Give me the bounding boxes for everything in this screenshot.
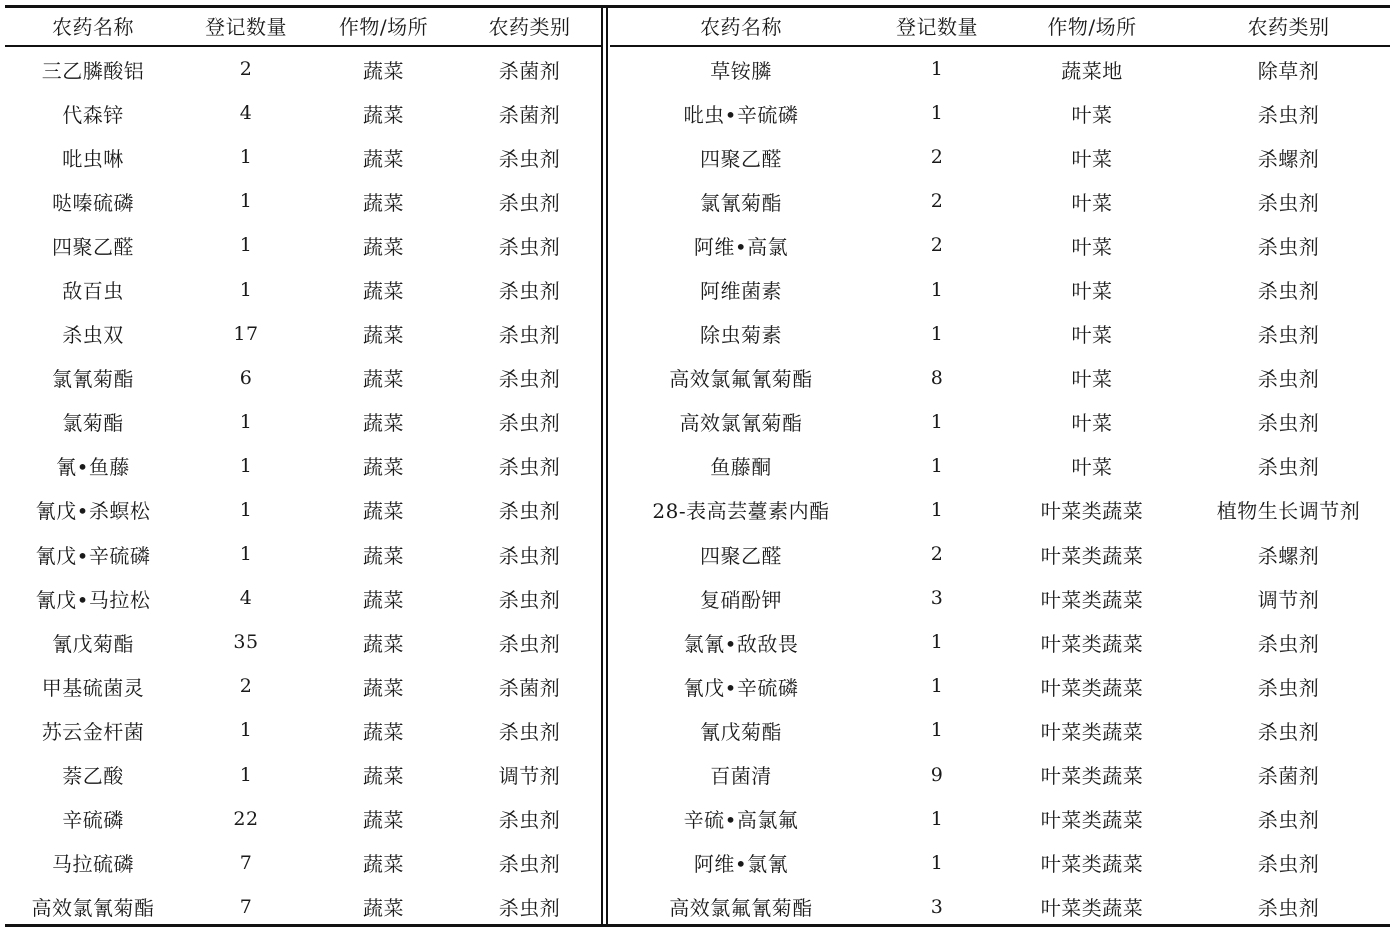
crop-site-cell: 蔬菜 bbox=[363, 279, 404, 304]
crop-site-cell: 叶菜 bbox=[1071, 146, 1113, 171]
header-category: 农药类别 bbox=[1247, 14, 1330, 39]
table-row bbox=[5, 532, 603, 576]
crop-site-cell: 叶菜类蔬菜 bbox=[1040, 719, 1144, 744]
crop-site-cell: 蔬菜 bbox=[363, 367, 404, 392]
crop-site-cell: 蔬菜 bbox=[363, 58, 404, 83]
table-row bbox=[610, 797, 1395, 841]
pesticide-category-cell: 杀菌剂 bbox=[1257, 764, 1320, 789]
pesticide-name-cell: 28-表高芸薹素内酯 bbox=[652, 499, 830, 524]
pesticide-name-cell: 阿维菌素 bbox=[700, 279, 782, 304]
pesticide-name-cell: 吡虫啉 bbox=[62, 146, 124, 171]
left-header-row bbox=[5, 5, 603, 45]
pesticide-name-cell: 氰戊•杀螟松 bbox=[35, 499, 151, 524]
pesticide-category-cell: 杀虫剂 bbox=[1257, 102, 1320, 127]
crop-site-cell: 蔬菜 bbox=[363, 719, 404, 744]
pesticide-category-cell: 杀虫剂 bbox=[498, 323, 561, 348]
pesticide-category-cell: 杀虫剂 bbox=[1257, 411, 1320, 436]
registration-count-cell: 3 bbox=[930, 895, 944, 918]
pesticide-name-cell: 除虫菊素 bbox=[700, 323, 782, 348]
pesticide-category-cell: 杀虫剂 bbox=[498, 631, 561, 656]
pesticide-name-cell: 辛硫磷 bbox=[62, 808, 124, 833]
registration-count-cell: 2 bbox=[930, 146, 944, 169]
registration-count-cell: 1 bbox=[930, 719, 944, 742]
registration-count-cell: 1 bbox=[239, 190, 253, 213]
registration-count-cell: 4 bbox=[239, 102, 253, 125]
crop-site-cell: 叶菜 bbox=[1071, 234, 1113, 259]
pesticide-name-cell: 草铵膦 bbox=[710, 58, 772, 83]
pesticide-name-cell: 四聚乙醛 bbox=[52, 234, 134, 259]
registration-count-cell: 1 bbox=[930, 102, 944, 125]
pesticide-category-cell: 杀虫剂 bbox=[498, 852, 561, 877]
pesticide-category-cell: 杀虫剂 bbox=[498, 808, 561, 833]
crop-site-cell: 叶菜类蔬菜 bbox=[1040, 631, 1144, 656]
pesticide-name-cell: 氯菊酯 bbox=[62, 411, 124, 436]
table-row bbox=[610, 47, 1395, 91]
left-table-body bbox=[5, 47, 603, 929]
registration-count-cell: 1 bbox=[930, 58, 944, 81]
registration-count-cell: 1 bbox=[930, 278, 944, 301]
table-row bbox=[5, 797, 603, 841]
registration-count-cell: 7 bbox=[239, 851, 253, 874]
registration-count-cell: 9 bbox=[930, 763, 944, 786]
table-row bbox=[610, 444, 1395, 488]
pesticide-name-cell: 四聚乙醛 bbox=[700, 146, 782, 171]
pesticide-name-cell: 氰•鱼藤 bbox=[56, 455, 130, 480]
registration-count-cell: 1 bbox=[930, 631, 944, 654]
crop-site-cell: 叶菜 bbox=[1071, 102, 1113, 127]
table-row bbox=[5, 885, 603, 929]
pesticide-name-cell: 氰戊•马拉松 bbox=[35, 587, 151, 612]
pesticide-name-cell: 哒嗪硫磷 bbox=[52, 190, 134, 215]
crop-site-cell: 蔬菜 bbox=[363, 764, 404, 789]
header-count: 登记数量 bbox=[896, 14, 978, 39]
center-divider-line bbox=[606, 5, 608, 927]
pesticide-category-cell: 杀菌剂 bbox=[498, 675, 561, 700]
pesticide-category-cell: 杀虫剂 bbox=[498, 455, 561, 480]
pesticide-category-cell: 杀菌剂 bbox=[498, 102, 561, 127]
registration-count-cell: 1 bbox=[239, 234, 253, 257]
crop-site-cell: 蔬菜 bbox=[363, 411, 404, 436]
pesticide-name-cell: 代森锌 bbox=[62, 102, 124, 127]
crop-site-cell: 叶菜 bbox=[1071, 367, 1113, 392]
pesticide-category-cell: 杀虫剂 bbox=[498, 499, 561, 524]
header-name: 农药名称 bbox=[52, 14, 134, 39]
crop-site-cell: 叶菜类蔬菜 bbox=[1040, 587, 1144, 612]
pesticide-category-cell: 调节剂 bbox=[1257, 587, 1320, 612]
pesticide-name-cell: 杀虫双 bbox=[62, 323, 124, 348]
table-row bbox=[610, 620, 1395, 664]
table-row bbox=[610, 135, 1395, 179]
pesticide-category-cell: 杀虫剂 bbox=[1257, 455, 1320, 480]
table-row bbox=[5, 312, 603, 356]
registration-count-cell: 3 bbox=[930, 587, 944, 610]
pesticide-category-cell: 杀虫剂 bbox=[1257, 808, 1320, 833]
pesticide-category-cell: 杀虫剂 bbox=[498, 279, 561, 304]
registration-count-cell: 2 bbox=[930, 234, 944, 257]
header-crop: 作物/场所 bbox=[338, 14, 429, 39]
right-table bbox=[610, 5, 1395, 929]
table-row bbox=[610, 708, 1395, 752]
pesticide-category-cell: 杀虫剂 bbox=[1257, 631, 1320, 656]
pesticide-name-cell: 高效氯氟氰菊酯 bbox=[669, 896, 813, 921]
pesticide-name-cell: 甲基硫菌灵 bbox=[41, 675, 145, 700]
crop-site-cell: 蔬菜 bbox=[363, 808, 404, 833]
pesticide-category-cell: 杀虫剂 bbox=[1257, 323, 1320, 348]
header-count: 登记数量 bbox=[205, 14, 287, 39]
registration-count-cell: 1 bbox=[930, 410, 944, 433]
crop-site-cell: 蔬菜地 bbox=[1061, 58, 1123, 83]
pesticide-category-cell: 杀虫剂 bbox=[498, 543, 561, 568]
table-row bbox=[5, 47, 603, 91]
crop-site-cell: 蔬菜 bbox=[363, 146, 404, 171]
registration-count-cell: 1 bbox=[239, 278, 253, 301]
table-row bbox=[5, 135, 603, 179]
registration-count-cell: 1 bbox=[239, 146, 253, 169]
registration-count-cell: 1 bbox=[239, 763, 253, 786]
registration-count-cell: 35 bbox=[233, 631, 259, 654]
registration-count-cell: 1 bbox=[239, 543, 253, 566]
pesticide-category-cell: 杀虫剂 bbox=[1257, 234, 1320, 259]
registration-count-cell: 1 bbox=[930, 675, 944, 698]
right-table-body bbox=[610, 47, 1395, 929]
pesticide-category-cell: 除草剂 bbox=[1257, 58, 1320, 83]
registration-count-cell: 2 bbox=[239, 58, 253, 81]
table-row bbox=[610, 885, 1395, 929]
registration-count-cell: 1 bbox=[239, 454, 253, 477]
pesticide-name-cell: 阿维•氯氰 bbox=[693, 852, 789, 877]
crop-site-cell: 蔬菜 bbox=[363, 675, 404, 700]
table-row bbox=[5, 91, 603, 135]
table-row bbox=[610, 356, 1395, 400]
registration-count-cell: 22 bbox=[233, 807, 259, 830]
registration-count-cell: 6 bbox=[239, 366, 253, 389]
pesticide-category-cell: 杀虫剂 bbox=[498, 411, 561, 436]
table-row bbox=[5, 179, 603, 223]
table-row bbox=[610, 400, 1395, 444]
registration-count-cell: 1 bbox=[930, 851, 944, 874]
pesticide-category-cell: 杀虫剂 bbox=[498, 367, 561, 392]
crop-site-cell: 叶菜 bbox=[1071, 279, 1113, 304]
table-row bbox=[610, 532, 1395, 576]
pesticide-category-cell: 杀螺剂 bbox=[1257, 543, 1320, 568]
pesticide-name-cell: 吡虫•辛硫磷 bbox=[683, 102, 799, 127]
table-row bbox=[610, 576, 1395, 620]
table-row bbox=[610, 664, 1395, 708]
pesticide-name-cell: 氰戊•辛硫磷 bbox=[35, 543, 151, 568]
pesticide-name-cell: 百菌清 bbox=[710, 764, 772, 789]
pesticide-category-cell: 杀虫剂 bbox=[498, 896, 561, 921]
header-category: 农药类别 bbox=[488, 14, 571, 39]
registration-count-cell: 7 bbox=[239, 895, 253, 918]
crop-site-cell: 叶菜类蔬菜 bbox=[1040, 852, 1144, 877]
crop-site-cell: 蔬菜 bbox=[363, 499, 404, 524]
registration-count-cell: 4 bbox=[239, 587, 253, 610]
crop-site-cell: 叶菜 bbox=[1071, 411, 1113, 436]
crop-site-cell: 叶菜 bbox=[1071, 190, 1113, 215]
table-row bbox=[610, 179, 1395, 223]
table-row bbox=[610, 753, 1395, 797]
pesticide-name-cell: 氯氰菊酯 bbox=[52, 367, 134, 392]
pesticide-category-cell: 杀菌剂 bbox=[498, 58, 561, 83]
registration-count-cell: 1 bbox=[239, 410, 253, 433]
crop-site-cell: 蔬菜 bbox=[363, 455, 404, 480]
pesticide-name-cell: 三乙膦酸铝 bbox=[41, 58, 145, 83]
crop-site-cell: 叶菜类蔬菜 bbox=[1040, 499, 1144, 524]
right-header-row bbox=[610, 5, 1395, 45]
pesticide-name-cell: 高效氯氟氰菊酯 bbox=[669, 367, 813, 392]
crop-site-cell: 叶菜 bbox=[1071, 455, 1113, 480]
pesticide-category-cell: 杀螺剂 bbox=[1257, 146, 1320, 171]
header-name: 农药名称 bbox=[700, 14, 782, 39]
pesticide-name-cell: 敌百虫 bbox=[62, 279, 124, 304]
table-row bbox=[610, 223, 1395, 267]
table-row bbox=[5, 708, 603, 752]
crop-site-cell: 叶菜类蔬菜 bbox=[1040, 675, 1144, 700]
table-row bbox=[5, 753, 603, 797]
table-row bbox=[610, 841, 1395, 885]
left-table bbox=[5, 5, 603, 929]
pesticide-category-cell: 杀虫剂 bbox=[1257, 190, 1320, 215]
registration-count-cell: 1 bbox=[930, 498, 944, 521]
pesticide-name-cell: 萘乙酸 bbox=[62, 764, 124, 789]
registration-count-cell: 1 bbox=[930, 454, 944, 477]
table-row bbox=[5, 267, 603, 311]
pesticide-name-cell: 氰戊菊酯 bbox=[700, 719, 782, 744]
pesticide-name-cell: 氰戊•辛硫磷 bbox=[683, 675, 799, 700]
crop-site-cell: 叶菜类蔬菜 bbox=[1040, 543, 1144, 568]
crop-site-cell: 蔬菜 bbox=[363, 323, 404, 348]
table-row bbox=[610, 312, 1395, 356]
pesticide-category-cell: 杀虫剂 bbox=[1257, 719, 1320, 744]
registration-count-cell: 1 bbox=[239, 498, 253, 521]
registration-count-cell: 1 bbox=[239, 719, 253, 742]
table-row bbox=[5, 488, 603, 532]
pesticide-name-cell: 辛硫•高氯氟 bbox=[683, 808, 799, 833]
table-row bbox=[610, 267, 1395, 311]
pesticide-category-cell: 杀虫剂 bbox=[498, 146, 561, 171]
registration-count-cell: 2 bbox=[930, 543, 944, 566]
table-row bbox=[610, 91, 1395, 135]
crop-site-cell: 叶菜 bbox=[1071, 323, 1113, 348]
crop-site-cell: 蔬菜 bbox=[363, 631, 404, 656]
pesticide-name-cell: 氯氰菊酯 bbox=[700, 190, 782, 215]
crop-site-cell: 蔬菜 bbox=[363, 587, 404, 612]
pesticide-category-cell: 杀虫剂 bbox=[1257, 279, 1320, 304]
pesticide-category-cell: 杀虫剂 bbox=[1257, 852, 1320, 877]
registration-count-cell: 1 bbox=[930, 807, 944, 830]
pesticide-name-cell: 马拉硫磷 bbox=[52, 852, 134, 877]
table-row bbox=[5, 400, 603, 444]
pesticide-name-cell: 四聚乙醛 bbox=[700, 543, 782, 568]
pesticide-category-cell: 杀虫剂 bbox=[498, 719, 561, 744]
registration-count-cell: 8 bbox=[930, 366, 944, 389]
crop-site-cell: 叶菜类蔬菜 bbox=[1040, 764, 1144, 789]
pesticide-name-cell: 高效氯氰菊酯 bbox=[679, 411, 803, 436]
registration-count-cell: 17 bbox=[233, 322, 259, 345]
pesticide-name-cell: 苏云金杆菌 bbox=[41, 719, 145, 744]
pesticide-name-cell: 鱼藤酮 bbox=[710, 455, 772, 480]
pesticide-name-cell: 复硝酚钾 bbox=[700, 587, 782, 612]
table-row bbox=[5, 223, 603, 267]
crop-site-cell: 蔬菜 bbox=[363, 234, 404, 259]
pesticide-category-cell: 杀虫剂 bbox=[498, 190, 561, 215]
table-row bbox=[5, 444, 603, 488]
pesticide-category-cell: 调节剂 bbox=[498, 764, 561, 789]
crop-site-cell: 蔬菜 bbox=[363, 543, 404, 568]
registration-count-cell: 2 bbox=[239, 675, 253, 698]
table-row bbox=[5, 620, 603, 664]
pesticide-name-cell: 阿维•高氯 bbox=[693, 234, 789, 259]
table-row bbox=[5, 576, 603, 620]
pesticide-name-cell: 氰戊菊酯 bbox=[52, 631, 134, 656]
pesticide-category-cell: 杀虫剂 bbox=[1257, 675, 1320, 700]
crop-site-cell: 叶菜类蔬菜 bbox=[1040, 896, 1144, 921]
table-row bbox=[5, 841, 603, 885]
crop-site-cell: 蔬菜 bbox=[363, 852, 404, 877]
crop-site-cell: 蔬菜 bbox=[363, 896, 404, 921]
registration-count-cell: 1 bbox=[930, 322, 944, 345]
table-row bbox=[610, 488, 1395, 532]
registration-count-cell: 2 bbox=[930, 190, 944, 213]
crop-site-cell: 蔬菜 bbox=[363, 190, 404, 215]
table-row bbox=[5, 356, 603, 400]
header-crop: 作物/场所 bbox=[1047, 14, 1137, 39]
table-row bbox=[5, 664, 603, 708]
pesticide-category-cell: 杀虫剂 bbox=[1257, 896, 1320, 921]
pesticide-category-cell: 杀虫剂 bbox=[498, 587, 561, 612]
pesticide-category-cell: 杀虫剂 bbox=[1257, 367, 1320, 392]
pesticide-category-cell: 杀虫剂 bbox=[498, 234, 561, 259]
pesticide-name-cell: 氯氰•敌敌畏 bbox=[683, 631, 799, 656]
crop-site-cell: 蔬菜 bbox=[363, 102, 404, 127]
pesticide-name-cell: 高效氯氰菊酯 bbox=[31, 896, 155, 921]
pesticide-category-cell: 植物生长调节剂 bbox=[1216, 499, 1361, 524]
crop-site-cell: 叶菜类蔬菜 bbox=[1040, 808, 1144, 833]
